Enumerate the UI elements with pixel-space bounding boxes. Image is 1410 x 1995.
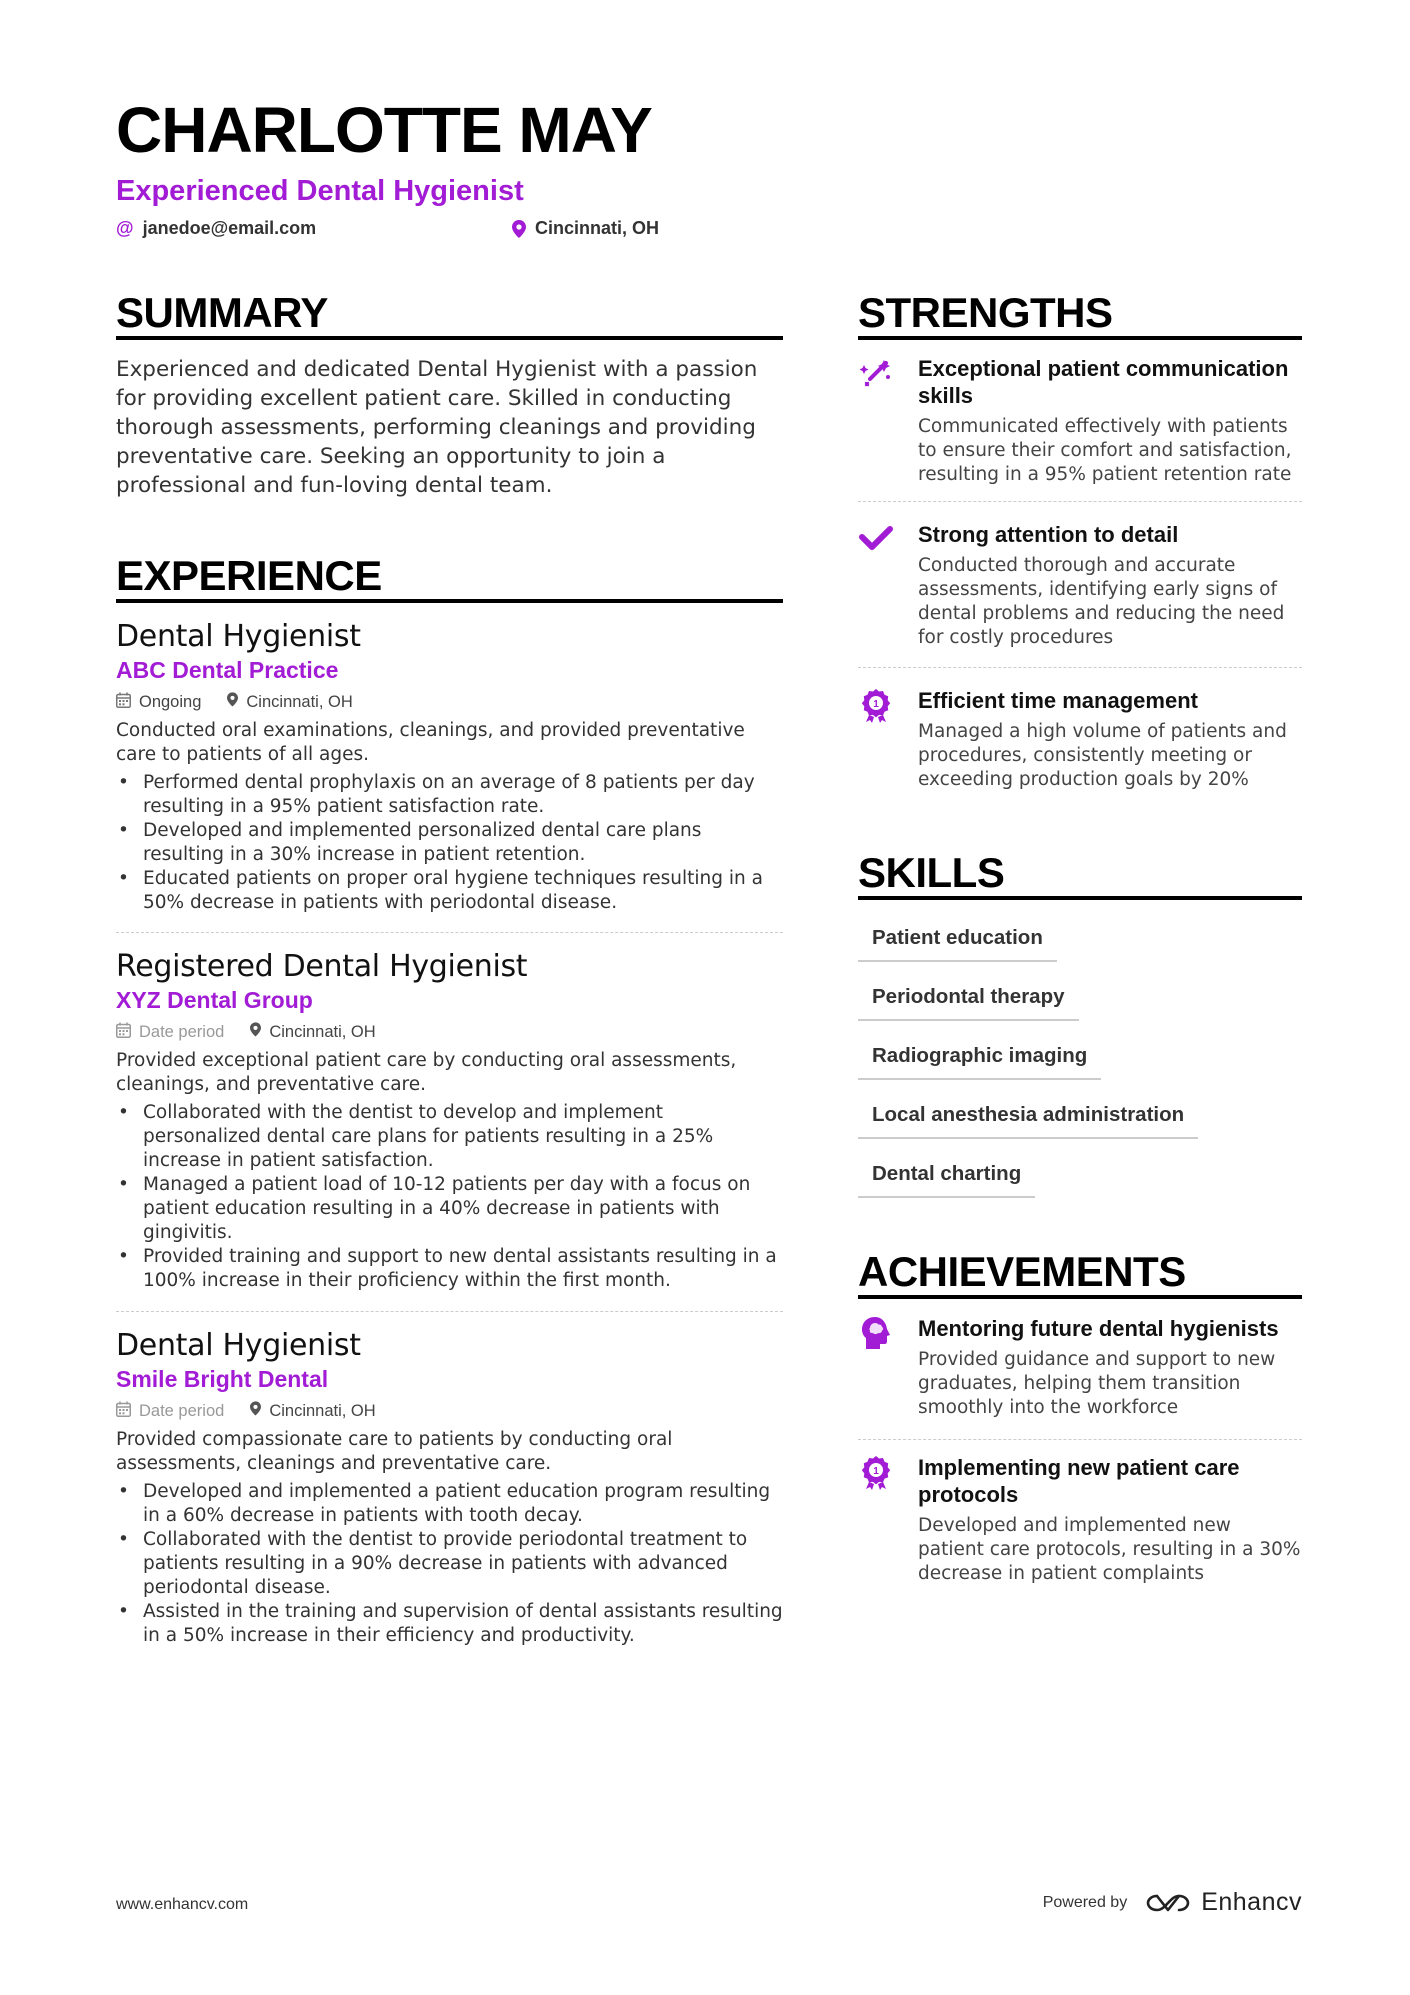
job-bullets (116, 1480, 783, 1648)
job-bullet: • Developed and implemented personalized dental care plans resulting in a 30% increase in patient retention. (116, 819, 783, 867)
experience-divider (116, 599, 783, 603)
email-text: janedoe@email.com (142, 218, 317, 238)
award-ribbon-icon (858, 1454, 894, 1490)
contact-email[interactable] (116, 218, 316, 239)
skill-tag: Dental charting (858, 1160, 1035, 1198)
job-title: Dental Hygienist (116, 1328, 361, 1363)
job-period (116, 1401, 224, 1422)
job-company: XYZ Dental Group (116, 987, 313, 1013)
award-ribbon-icon (858, 687, 894, 723)
summary-heading: SUMMARY (116, 289, 328, 336)
summary-text: Experienced and dedicated Dental Hygienist with a passion for providing excellent patient care. Skilled in conducting thorough assessments, performing cleanings and providing preventative care. Seeking an opportunity to join a professional and fun-loving dental team. (116, 357, 758, 498)
skills-heading: SKILLS (858, 849, 1005, 896)
job-location-text: Cincinnati, OH (246, 692, 353, 711)
achievement-item (858, 1454, 1302, 1586)
job-period-text: Ongoing (139, 692, 202, 711)
job-bullet: • Educated patients on proper oral hygiene techniques resulting in a 50% decrease in patients with periodontal disease. (116, 867, 783, 915)
skill-tag: Periodontal therapy (858, 983, 1079, 1021)
job-period-text: Date period (139, 1401, 225, 1420)
job-bullet: • Performed dental prophylaxis on an average of 8 patients per day resulting in a 95% patient satisfaction rate. (116, 771, 783, 819)
location-pin-icon (250, 1401, 261, 1421)
strength-title: Exceptional patient communication skills (918, 356, 1289, 408)
job-location (250, 1022, 375, 1042)
candidate-name: CHARLOTTE MAY (116, 94, 652, 166)
location-pin-icon (512, 220, 526, 238)
checkmark-icon (858, 521, 894, 557)
skills-divider (858, 896, 1302, 900)
job-meta (116, 1400, 783, 1422)
strengths-divider (858, 336, 1302, 340)
strength-item (858, 355, 1302, 487)
entry-divider (116, 1311, 783, 1312)
job-description: Conducted oral examinations, cleanings, and provided preventative care to patients of all ages. (116, 720, 745, 765)
job-location-text: Cincinnati, OH (269, 1022, 376, 1041)
svg-text:1: 1 (873, 1466, 879, 1477)
achievement-item (858, 1315, 1302, 1420)
item-divider (858, 1439, 1302, 1440)
experience-entry (116, 619, 783, 915)
brand-name: Enhancv (1201, 1888, 1302, 1916)
job-bullet: • Collaborated with the dentist to develop and implement personalized dental care plans for patients resulting in a 25% increase in patient satisfaction. (116, 1101, 783, 1173)
job-description: Provided compassionate care to patients by conducting oral assessments, cleanings and preventative care. (116, 1429, 673, 1474)
strength-description: Conducted thorough and accurate assessments, identifying early signs of dental problems and reducing the need for costly procedures (918, 555, 1285, 648)
job-meta (116, 1021, 783, 1043)
job-company: Smile Bright Dental (116, 1366, 329, 1392)
job-bullet: • Collaborated with the dentist to provide periodontal treatment to patients resulting in a 90% decrease in patients with advanced periodontal disease. (116, 1528, 783, 1600)
magic-wand-icon (858, 355, 894, 391)
experience-entry (116, 949, 783, 1293)
job-location-text: Cincinnati, OH (269, 1401, 376, 1420)
job-bullet: • Managed a patient load of 10-12 patients per day with a focus on patient education resulting in a 40% decrease in patients with gingivitis. (116, 1173, 783, 1245)
strength-title: Efficient time management (918, 688, 1198, 713)
location-pin-icon (250, 1022, 261, 1042)
calendar-icon (116, 692, 131, 713)
location-text: Cincinnati, OH (535, 218, 660, 238)
enhancv-logo (1145, 1888, 1302, 1917)
strength-item (858, 687, 1302, 792)
powered-by-label: Powered by (1042, 1893, 1128, 1911)
item-divider (858, 501, 1302, 502)
experience-heading: EXPERIENCE (116, 552, 382, 599)
job-title: Dental Hygienist (116, 619, 361, 654)
achievement-description: Provided guidance and support to new graduates, helping them transition smoothly into the workforce (918, 1349, 1276, 1418)
job-bullets (116, 1101, 783, 1293)
experience-entry (116, 1328, 783, 1648)
achievement-description: Developed and implemented new patient care protocols, resulting in a 30% decrease in patient complaints (918, 1515, 1301, 1584)
at-sign-icon: @ (116, 218, 134, 238)
strength-description: Communicated effectively with patients to ensure their comfort and satisfaction, resulting in a 95% patient retention rate (918, 416, 1292, 485)
svg-text:1: 1 (873, 699, 879, 710)
achievements-divider (858, 1295, 1302, 1299)
location-pin-icon (227, 692, 238, 712)
strengths-heading: STRENGTHS (858, 289, 1113, 336)
job-location (250, 1401, 375, 1421)
calendar-icon (116, 1022, 131, 1043)
job-meta (116, 691, 783, 713)
achievement-title: Mentoring future dental hygienists (918, 1316, 1279, 1341)
entry-divider (116, 932, 783, 933)
skill-tag: Radiographic imaging (858, 1042, 1101, 1080)
skill-tag: Local anesthesia administration (858, 1101, 1198, 1139)
job-title: Registered Dental Hygienist (116, 949, 528, 984)
summary-divider (116, 336, 783, 340)
job-bullet: • Provided training and support to new dental assistants resulting in a 100% increase in their proficiency within the first month. (116, 1245, 783, 1293)
item-divider (858, 667, 1302, 668)
contact-location (512, 218, 659, 239)
job-bullets (116, 771, 783, 915)
skill-tag: Patient education (858, 924, 1057, 962)
job-bullet: • Developed and implemented a patient education program resulting in a 60% decrease in patients with tooth decay. (116, 1480, 783, 1528)
job-description: Provided exceptional patient care by conducting oral assessments, cleanings, and preventative care. (116, 1050, 737, 1095)
job-period (116, 1022, 224, 1043)
head-brain-icon (858, 1315, 894, 1351)
achievements-heading: ACHIEVEMENTS (858, 1248, 1186, 1295)
candidate-headline: Experienced Dental Hygienist (116, 175, 524, 207)
job-period-text: Date period (139, 1022, 225, 1041)
footer-website-link[interactable]: www.enhancv.com (116, 1896, 249, 1913)
job-location (227, 692, 352, 712)
strength-title: Strong attention to detail (918, 522, 1179, 547)
achievement-title: Implementing new patient care protocols (918, 1455, 1240, 1507)
calendar-icon (116, 1401, 131, 1422)
strength-item (858, 521, 1302, 650)
strength-description: Managed a high volume of patients and procedures, consistently meeting or exceeding production goals by 20% (918, 721, 1287, 790)
job-bullet: • Assisted in the training and supervision of dental assistants resulting in a 50% increase in their efficiency and productivity. (116, 1600, 783, 1648)
job-company: ABC Dental Practice (116, 657, 339, 683)
enhancv-logo-icon (1145, 1892, 1191, 1914)
job-period (116, 692, 201, 713)
footer-powered-by[interactable] (1043, 1888, 1302, 1917)
